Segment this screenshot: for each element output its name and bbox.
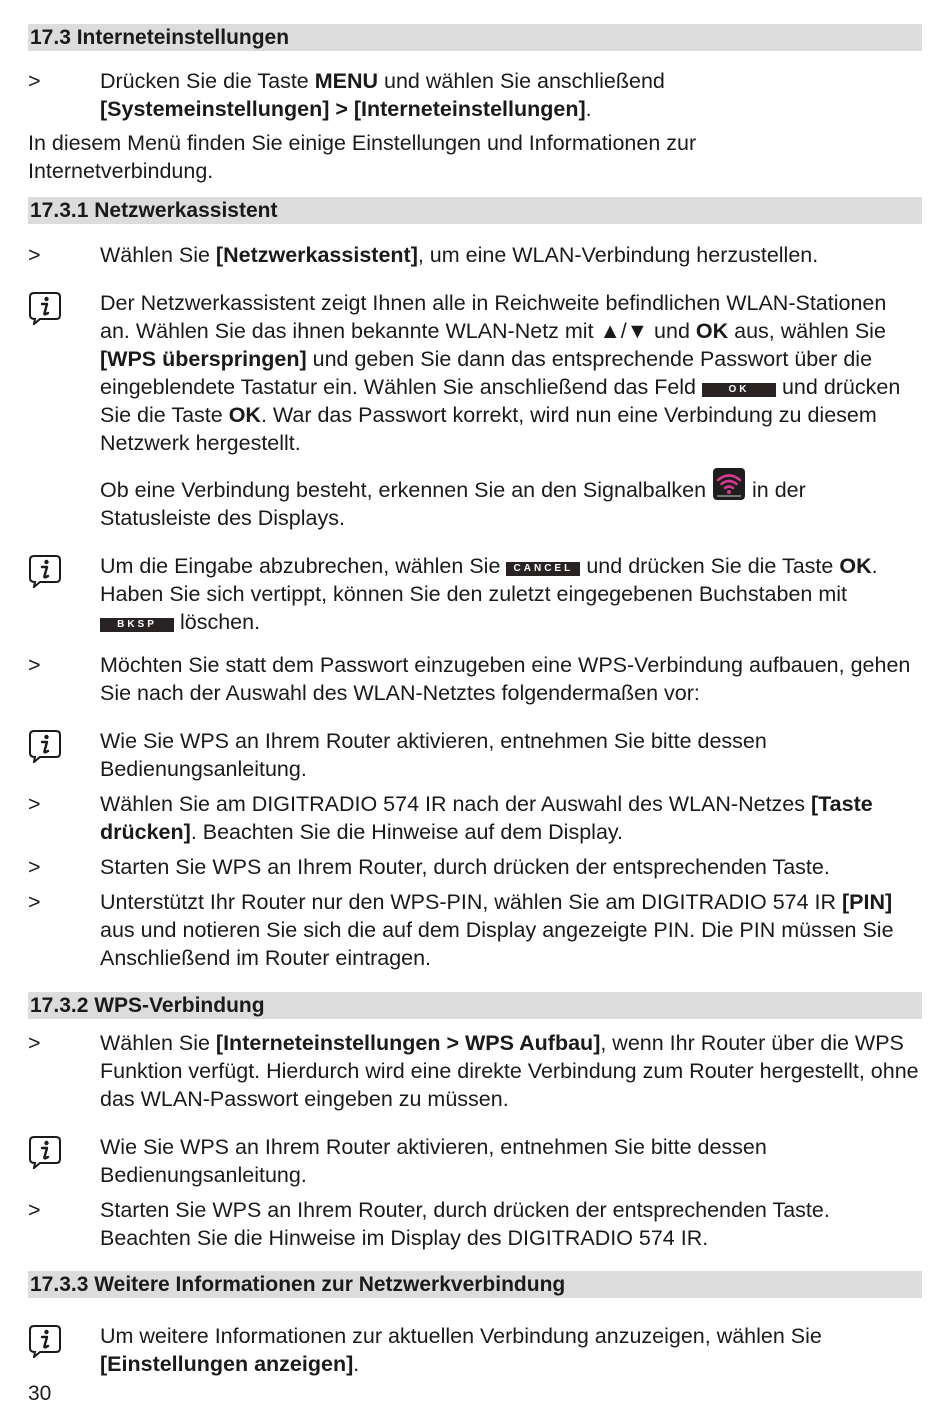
info-icon — [28, 1324, 62, 1358]
step-wps-pin: > Unterstützt Ihr Router nur den WPS-PIN, wählen Sie am DIGITRADIO 574 IR [PIN] aus und notieren Sie sich die auf dem Display angezeigte PIN. Die PIN müssen Sie Anschließend im Router eintragen. — [28, 890, 894, 970]
info-icon — [28, 729, 62, 763]
step-press-key: > Wählen Sie am DIGITRADIO 574 IR nach der Auswahl des WLAN-Netzes [Taste drücken]. Beachten Sie die Hinweise auf dem Display. — [28, 792, 873, 844]
step-wps-instead-of-password: > Möchten Sie statt dem Passwort einzugeben eine WPS-Verbindung aufbauen, gehen Sie nach der Auswahl des WLAN-Netztes folgendermaßen vor: — [28, 653, 911, 705]
section-heading-netzwerkassistent: 17.3.1 Netzwerkassistent — [28, 197, 922, 224]
bullet-marker: > — [28, 1198, 41, 1222]
info-note-cancel-input: Um die Eingabe abzubrechen, wählen Sie CANCEL und drücken Sie die Taste OK. Haben Sie sich vertippt, können Sie den zuletzt eingegebenen Buchstaben mit BKSP löschen. — [28, 552, 922, 636]
bullet-marker: > — [28, 1031, 41, 1055]
bullet-marker: > — [28, 243, 41, 267]
section-heading-wps-verbindung: 17.3.2 WPS-Verbindung — [28, 992, 922, 1019]
step-wps-setup: > Wählen Sie [Interneteinstellungen > WPS Aufbau], wenn Ihr Router über die WPS Funktion verfügt. Hierdurch wird eine direkte Verbindung zum Router hergestellt, ohne das WLAN-Passwort eingeben zu müssen. — [28, 1031, 919, 1111]
bksp-button-label: BKSP — [100, 618, 174, 632]
bullet-marker: > — [28, 855, 41, 879]
step-start-wps: > Starten Sie WPS an Ihrem Router, durch drücken der entsprechenden Taste. — [28, 855, 830, 879]
ok-field-button: OK — [702, 383, 776, 397]
bullet-marker: > — [28, 69, 41, 93]
info-note-network-assistant: Der Netzwerkassistent zeigt Ihnen alle in Reichweite befindlichen WLAN-Stationen an. Wählen Sie das ihnen bekannte WLAN-Netz mit ▲/▼ und OK aus, wählen Sie [WPS überspringen] und geben Sie dann das entsprechende Passwort über die eingeblendete Tastatur ein. Wählen Sie anschließend das Feld OK und drücken Sie die Taste OK. War das Passwort korrekt, wird nun eine Verbindung zu diesem Netzwerk hergestellt. — [28, 289, 922, 457]
cancel-button-label: CANCEL — [506, 562, 580, 576]
page-number: 30 — [28, 1382, 52, 1405]
step-open-internet-settings: > Drücken Sie die Taste MENU und wählen Sie anschließend [Systemeinstellungen] > [Interneteinstellungen]. — [28, 69, 665, 121]
info-icon — [28, 1135, 62, 1169]
section-heading-interneteinstellungen: 17.3 Interneteinstellungen — [28, 24, 922, 51]
bullet-marker: > — [28, 890, 41, 914]
bullet-marker: > — [28, 792, 41, 816]
bullet-marker: > — [28, 653, 41, 677]
step-start-wps-2: > Starten Sie WPS an Ihrem Router, durch drücken der entsprechenden Taste. Beachten Sie die Hinweise im Display des DIGITRADIO 574 IR. — [28, 1198, 830, 1250]
info-note-wps-router: Wie Sie WPS an Ihrem Router aktivieren, entnehmen Sie bitte dessen Bedienungsanleitung. — [28, 727, 922, 783]
info-note-wps-router-2: Wie Sie WPS an Ihrem Router aktivieren, entnehmen Sie bitte dessen Bedienungsanleitung. — [28, 1133, 922, 1189]
info-icon — [28, 291, 62, 325]
key-menu: MENU — [314, 69, 379, 93]
info-note-signal-bars: Ob eine Verbindung besteht, erkennen Sie an den Signalbalken in der Statusleiste des Displays. — [28, 467, 922, 532]
manual-page — [28, 24, 922, 1378]
info-icon — [28, 554, 62, 588]
menu-path: [Systemeinstellungen] > [Interneteinstellungen] — [100, 97, 586, 121]
step-select-network-assistant: > Wählen Sie [Netzwerkassistent], um eine WLAN-Verbindung herzustellen. — [28, 243, 819, 267]
wifi-signal-icon — [712, 467, 746, 501]
info-note-show-settings: Um weitere Informationen zur aktuellen Verbindung anzuzeigen, wählen Sie [Einstellungen anzeigen]. — [28, 1322, 922, 1378]
section-heading-weitere-informationen: 17.3.3 Weitere Informationen zur Netzwerkverbindung — [28, 1271, 922, 1298]
intro-paragraph: In diesem Menü finden Sie einige Einstellungen und Informationen zur Internetverbindung. — [28, 131, 697, 183]
